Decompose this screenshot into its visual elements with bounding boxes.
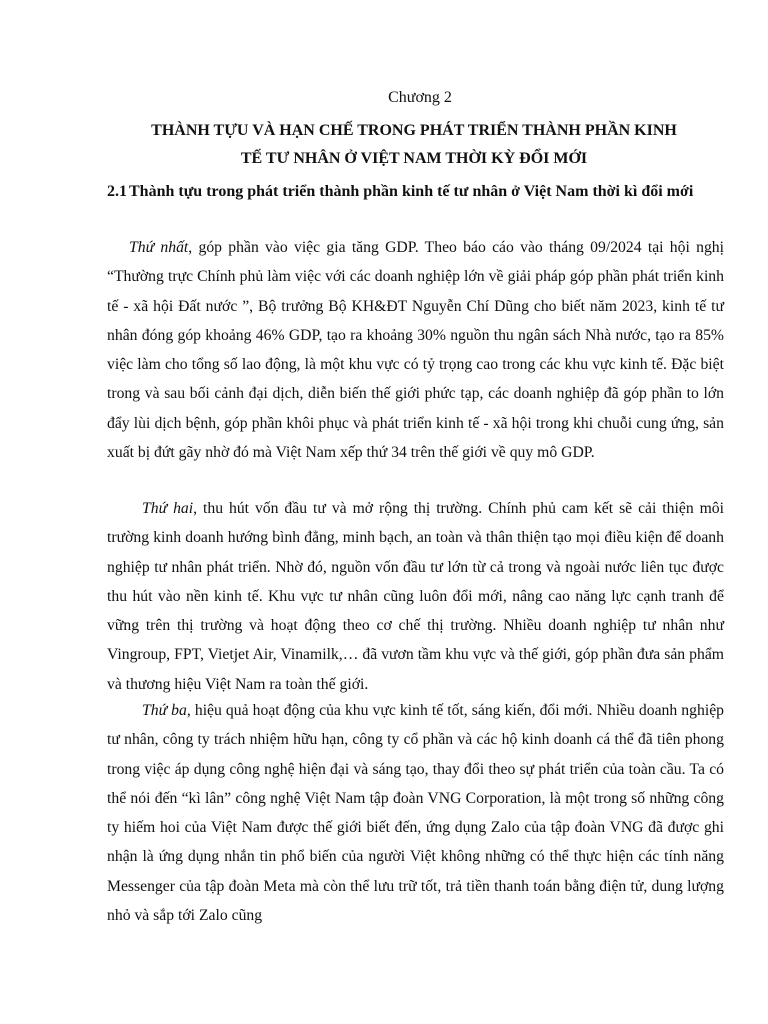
chapter-title-line-1: THÀNH TỰU VÀ HẠN CHẾ TRONG PHÁT TRIỂN THÀNH PHẦN KINH: [151, 122, 677, 139]
paragraph-lead: Thứ ba: [142, 702, 187, 719]
paragraph-text: , thu hút vốn đầu tư và mở rộng thị trường. Chính phủ cam kết sẽ cải thiện môi trường kinh doanh hướng bình đẳng, minh bạch, an toàn và thân thiện tạo mọi điều kiện để doanh nghiệp tư nhân phát triển. Nhờ đó, nguồn vốn đầu tư lớn từ cả trong và ngoài nước liên tục được thu hút vào nền kinh tế. Khu vực tư nhân cũng luôn đổi mới, nâng cao năng lực cạnh tranh để vững trên thị trường và hoạt động theo cơ chế thị trường. Nhiều doanh nghiệp tư nhân như Vingroup, FPT, Vietjet Air, Vinamilk,… đã vươn tầm khu vực và thế giới, góp phần đưa sản phẩm và thương hiệu Việt Nam ra toàn thế giới.: [107, 500, 725, 693]
paragraph-second: [107, 494, 724, 699]
paragraph-first: [107, 233, 724, 467]
chapter-label: Chương 2: [388, 89, 452, 106]
section-heading: [107, 178, 725, 206]
paragraph-lead: Thứ nhất: [129, 239, 189, 256]
chapter-title: [108, 117, 720, 173]
paragraph-third: [107, 696, 724, 930]
paragraph-lead: Thứ hai: [142, 500, 194, 517]
chapter-title-line-2: TẾ TƯ NHÂN Ở VIỆT NAM THỜI KỲ ĐỔI MỚI: [240, 150, 588, 167]
section-heading-text: Thành tựu trong phát triển thành phần kinh tế tư nhân ở Việt Nam thời kì đổi mới: [129, 183, 694, 200]
paragraph-text: , hiệu quả hoạt động của khu vực kinh tế tốt, sáng kiến, đổi mới. Nhiều doanh nghiệp tư nhân, công ty trách nhiệm hữu hạn, công ty cổ phần và các hộ kinh doanh cá thể đã tiên phong trong việc áp dụng công nghệ hiện đại và sáng tạo, thay đổi theo sự phát triển của toàn cầu. Ta có thể nói đến “kì lân” công nghệ Việt Nam tập đoàn VNG Corporation, là một trong số những công ty hiếm hoi của Việt Nam được thế giới biết đến, ứng dụng Zalo của tập đoàn VNG đã được ghi nhận là ứng dụng nhắn tin phổ biến của người Việt không những có thể thực hiện các tính năng Messenger của tập đoàn Meta mà còn thể lưu trữ tốt, trả tiền thanh toán bằng điện tử, dung lượng nhỏ và sắp tới Zalo cũng: [107, 702, 724, 925]
paragraph-text: , góp phần vào việc gia tăng GDP. Theo báo cáo vào tháng 09/2024 tại hội nghị “Thường trực Chính phủ làm việc với các doanh nghiệp lớn về giải pháp góp phần phát triển kinh tế - xã hội Đất nước ”, Bộ trưởng Bộ KH&ĐT Nguyễn Chí Dũng cho biết năm 2023, kinh tế tư nhân đóng góp khoảng 46% GDP, tạo ra khoảng 30% nguồn thu ngân sách Nhà nước, tạo ra 85% việc làm cho tổng số lao động, là một khu vực có tỷ trọng cao trong các khu vực kinh tế. Đặc biệt trong và sau bối cảnh đại dịch, diễn biến thế giới phức tạp, các doanh nghiệp đã góp phần to lớn đẩy lùi dịch bệnh, góp phần khôi phục và phát triển kinh tế - xã hội trong khi chuỗi cung ứng, sản xuất bị đứt gãy nhờ đó mà Việt Nam xếp thứ 34 trên thế giới về quy mô GDP.: [107, 239, 725, 462]
section-number: 2.1: [107, 183, 127, 200]
